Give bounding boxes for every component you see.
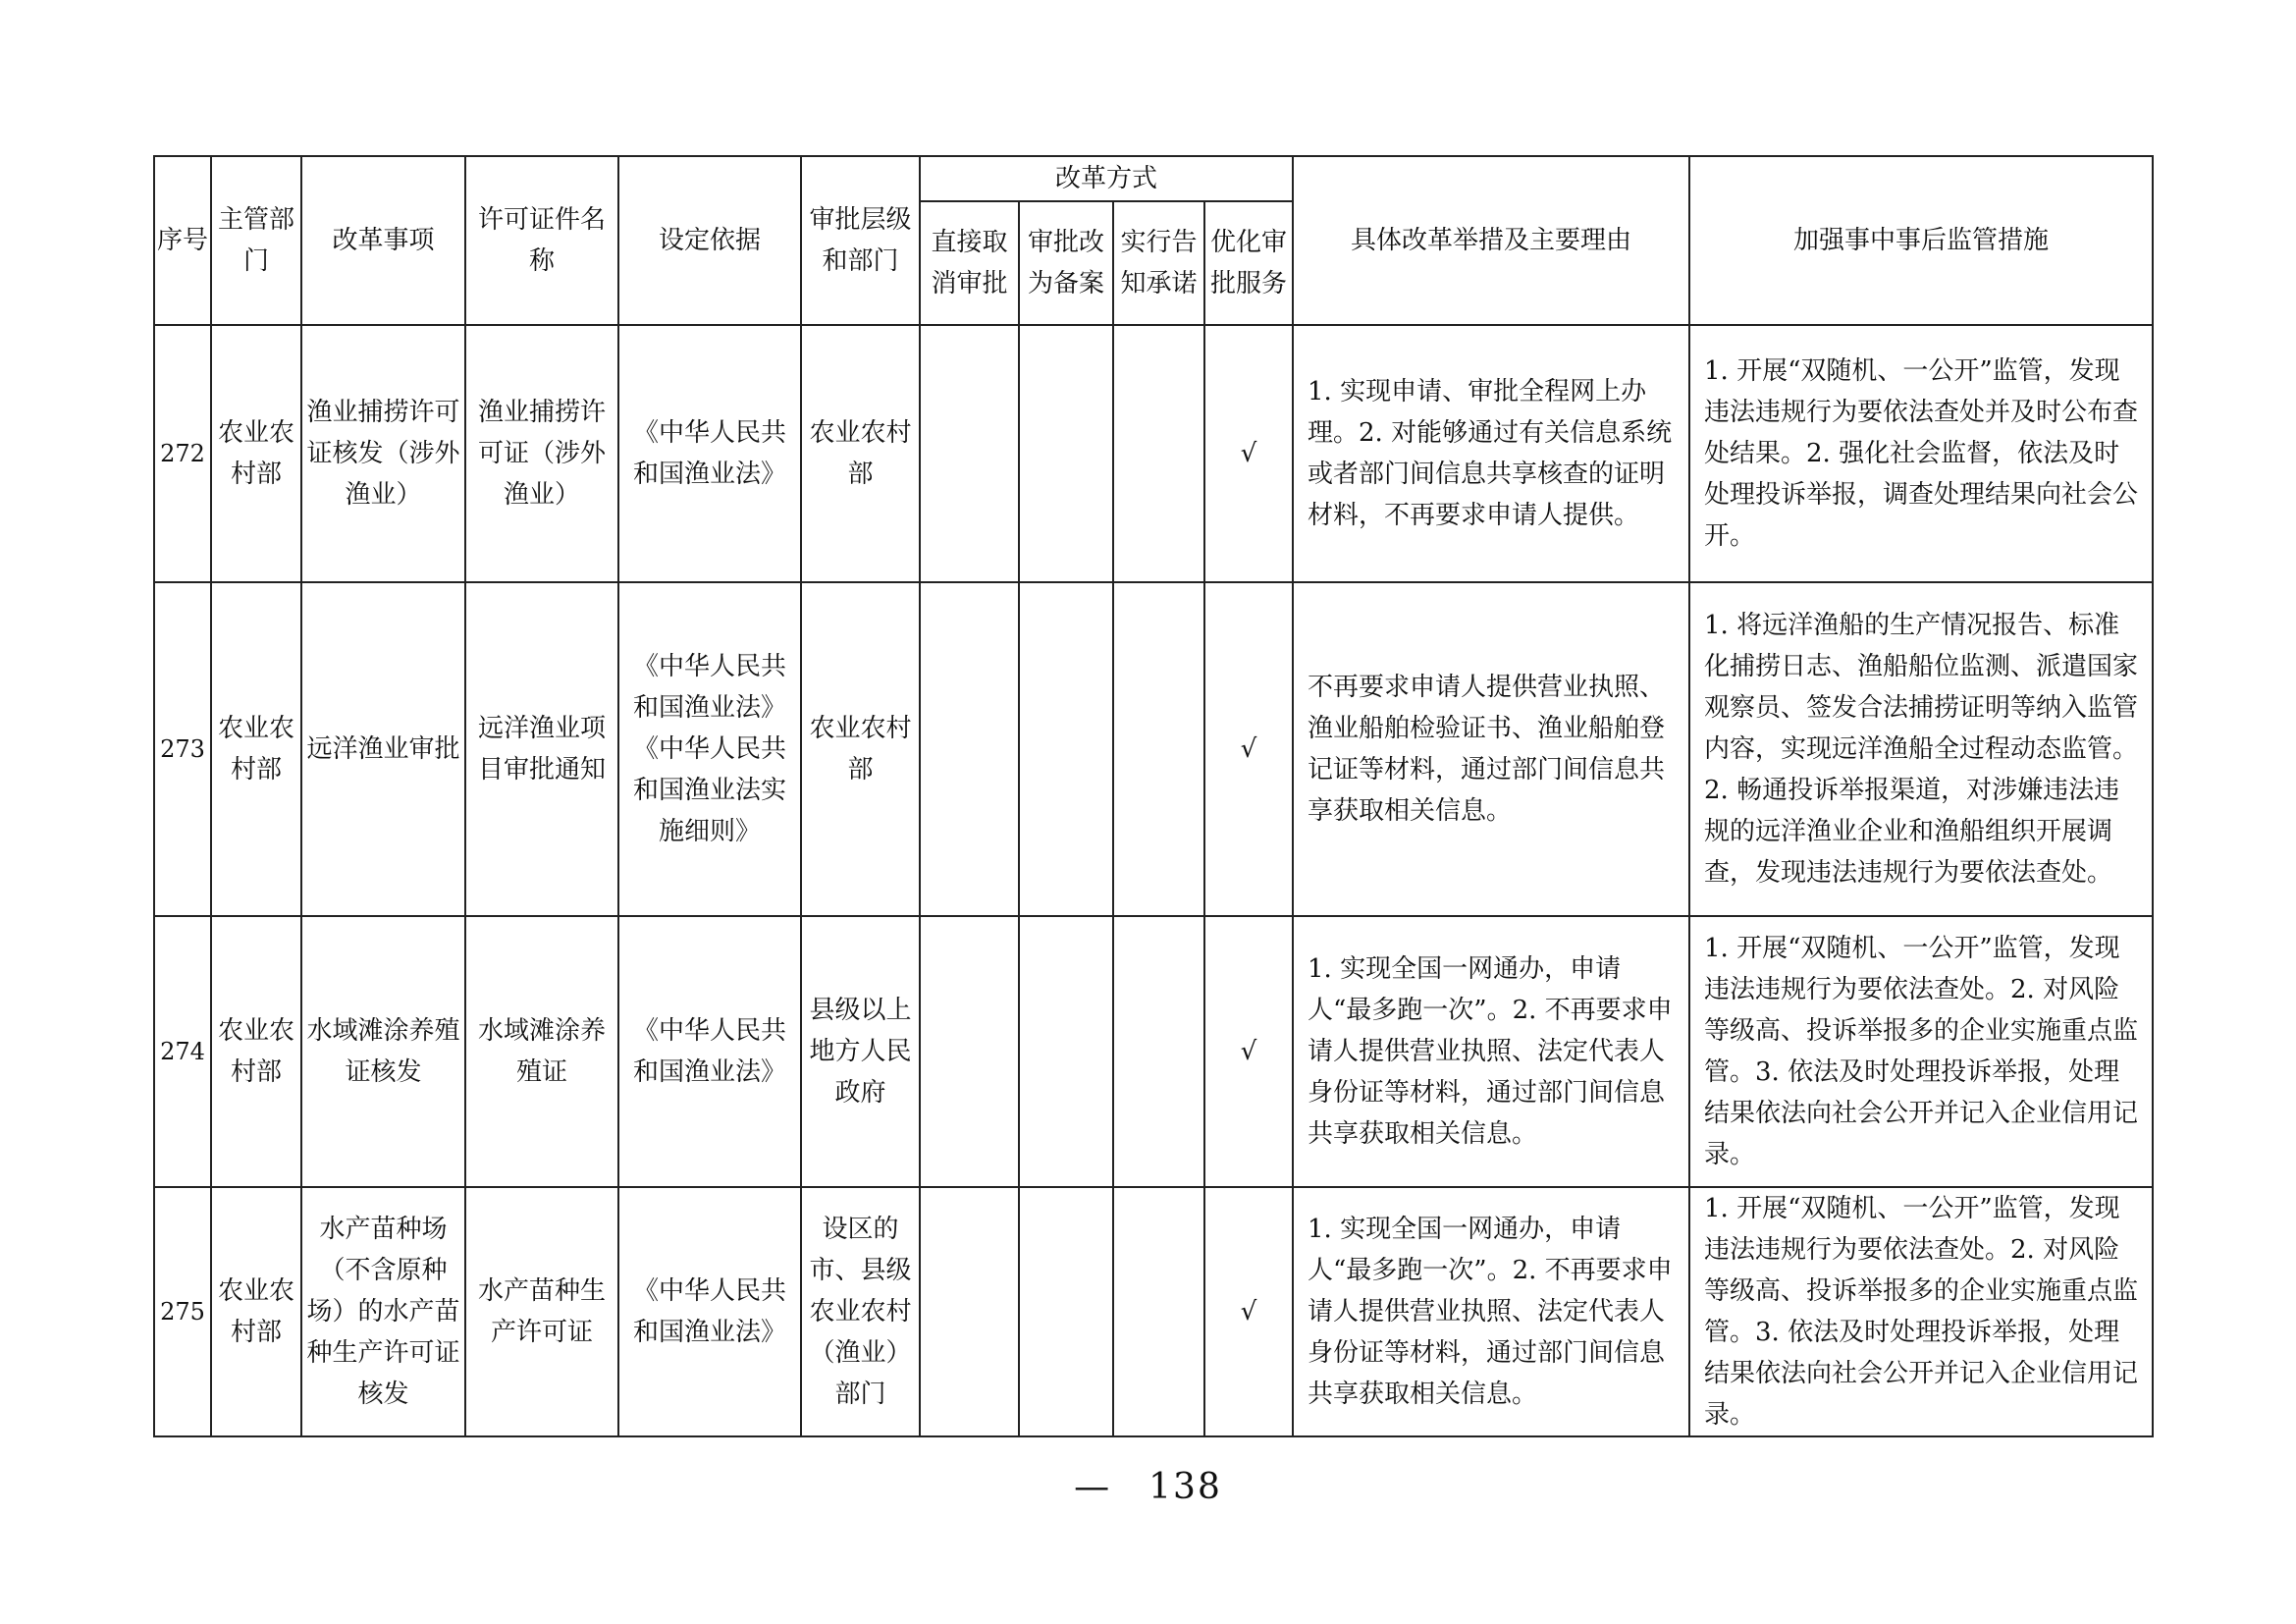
level-cell: 县级以上地方人民政府 <box>801 916 920 1187</box>
header-row-top <box>154 156 2153 201</box>
mark-record-cell <box>1019 1187 1113 1436</box>
mark-optimize-cell: √ <box>1204 916 1293 1187</box>
item-cell: 水产苗种场（不含原种场）的水产苗种生产许可证核发 <box>301 1187 465 1436</box>
measures-cell: 1. 实现申请、审批全程网上办理。2. 对能够通过有关信息系统或者部门间信息共享核查的证明材料，不再要求申请人提供。 <box>1293 325 1689 582</box>
measures-cell: 1. 实现全国一网通办，申请人“最多跑一次”。2. 不再要求申请人提供营业执照、法定代表人身份证等材料，通过部门间信息共享获取相关信息。 <box>1293 1187 1689 1436</box>
table-row <box>154 916 2153 1187</box>
header-method-cancel: 直接取消审批 <box>920 201 1019 325</box>
table-row <box>154 582 2153 916</box>
seq-cell: 274 <box>154 916 211 1187</box>
dept-cell: 农业农村部 <box>211 916 301 1187</box>
basis-cell: 《中华人民共和国渔业法》 <box>618 325 801 582</box>
mark-cancel-cell <box>920 325 1019 582</box>
level-cell: 农业农村部 <box>801 325 920 582</box>
mark-cancel-cell <box>920 1187 1019 1436</box>
mark-commit-cell <box>1113 916 1204 1187</box>
license-cell: 水域滩涂养殖证 <box>465 916 618 1187</box>
measures-cell: 不再要求申请人提供营业执照、渔业船舶检验证书、渔业船舶登记证等材料，通过部门间信息共享获取相关信息。 <box>1293 582 1689 916</box>
header-supervision: 加强事中事后监管措施 <box>1689 156 2153 325</box>
header-item: 改革事项 <box>301 156 465 325</box>
seq-cell: 275 <box>154 1187 211 1436</box>
mark-record-cell <box>1019 582 1113 916</box>
supervision-cell: 1. 开展“双随机、一公开”监管，发现违法违规行为要依法查处。2. 对风险等级高、投诉举报多的企业实施重点监管。3. 依法及时处理投诉举报，处理结果依法向社会公开并记入企业信用记录。 <box>1689 1187 2153 1436</box>
header-dept: 主管部门 <box>211 156 301 325</box>
item-cell: 渔业捕捞许可证核发（涉外渔业） <box>301 325 465 582</box>
header-basis: 设定依据 <box>618 156 801 325</box>
level-cell: 农业农村部 <box>801 582 920 916</box>
supervision-cell: 1. 将远洋渔船的生产情况报告、标准化捕捞日志、渔船船位监测、派遣国家观察员、签发合法捕捞证明等纳入监管内容，实现远洋渔船全过程动态监管。2. 畅通投诉举报渠道，对涉嫌违法违规的远洋渔业企业和渔船组织开展调查，发现违法违规行为要依法查处。 <box>1689 582 2153 916</box>
seq-cell: 273 <box>154 582 211 916</box>
license-cell: 水产苗种生产许可证 <box>465 1187 618 1436</box>
supervision-cell: 1. 开展“双随机、一公开”监管，发现违法违规行为要依法查处。2. 对风险等级高、投诉举报多的企业实施重点监管。3. 依法及时处理投诉举报，处理结果依法向社会公开并记入企业信用记录。 <box>1689 916 2153 1187</box>
mark-optimize-cell: √ <box>1204 1187 1293 1436</box>
table-row <box>154 325 2153 582</box>
license-cell: 渔业捕捞许可证（涉外渔业） <box>465 325 618 582</box>
header-license: 许可证件名称 <box>465 156 618 325</box>
reform-items-table <box>153 155 2154 1437</box>
mark-record-cell <box>1019 325 1113 582</box>
basis-cell: 《中华人民共和国渔业法》 <box>618 916 801 1187</box>
mark-optimize-cell: √ <box>1204 325 1293 582</box>
level-cell: 设区的市、县级农业农村（渔业）部门 <box>801 1187 920 1436</box>
dept-cell: 农业农村部 <box>211 1187 301 1436</box>
mark-commit-cell <box>1113 582 1204 916</box>
page-number: 138 <box>1148 1467 1222 1507</box>
seq-cell: 272 <box>154 325 211 582</box>
supervision-cell: 1. 开展“双随机、一公开”监管，发现违法违规行为要依法查处并及时公布查处结果。2. 强化社会监督，依法及时处理投诉举报，调查处理结果向社会公开。 <box>1689 325 2153 582</box>
dept-cell: 农业农村部 <box>211 582 301 916</box>
mark-commit-cell <box>1113 325 1204 582</box>
header-level: 审批层级和部门 <box>801 156 920 325</box>
header-seq: 序号 <box>154 156 211 325</box>
mark-optimize-cell: √ <box>1204 582 1293 916</box>
footer-dash: — <box>1074 1467 1112 1507</box>
item-cell: 水域滩涂养殖证核发 <box>301 916 465 1187</box>
basis-cell: 《中华人民共和国渔业法》《中华人民共和国渔业法实施细则》 <box>618 582 801 916</box>
header-method-group: 改革方式 <box>920 156 1293 201</box>
measures-cell: 1. 实现全国一网通办，申请人“最多跑一次”。2. 不再要求申请人提供营业执照、法定代表人身份证等材料，通过部门间信息共享获取相关信息。 <box>1293 916 1689 1187</box>
basis-cell: 《中华人民共和国渔业法》 <box>618 1187 801 1436</box>
mark-cancel-cell <box>920 916 1019 1187</box>
license-cell: 远洋渔业项目审批通知 <box>465 582 618 916</box>
mark-commit-cell <box>1113 1187 1204 1436</box>
page-footer <box>0 1467 2296 1507</box>
mark-record-cell <box>1019 916 1113 1187</box>
header-method-commit: 实行告知承诺 <box>1113 201 1204 325</box>
header-method-record: 审批改为备案 <box>1019 201 1113 325</box>
header-measures: 具体改革举措及主要理由 <box>1293 156 1689 325</box>
table-row <box>154 1187 2153 1436</box>
item-cell: 远洋渔业审批 <box>301 582 465 916</box>
dept-cell: 农业农村部 <box>211 325 301 582</box>
mark-cancel-cell <box>920 582 1019 916</box>
header-method-optimize: 优化审批服务 <box>1204 201 1293 325</box>
